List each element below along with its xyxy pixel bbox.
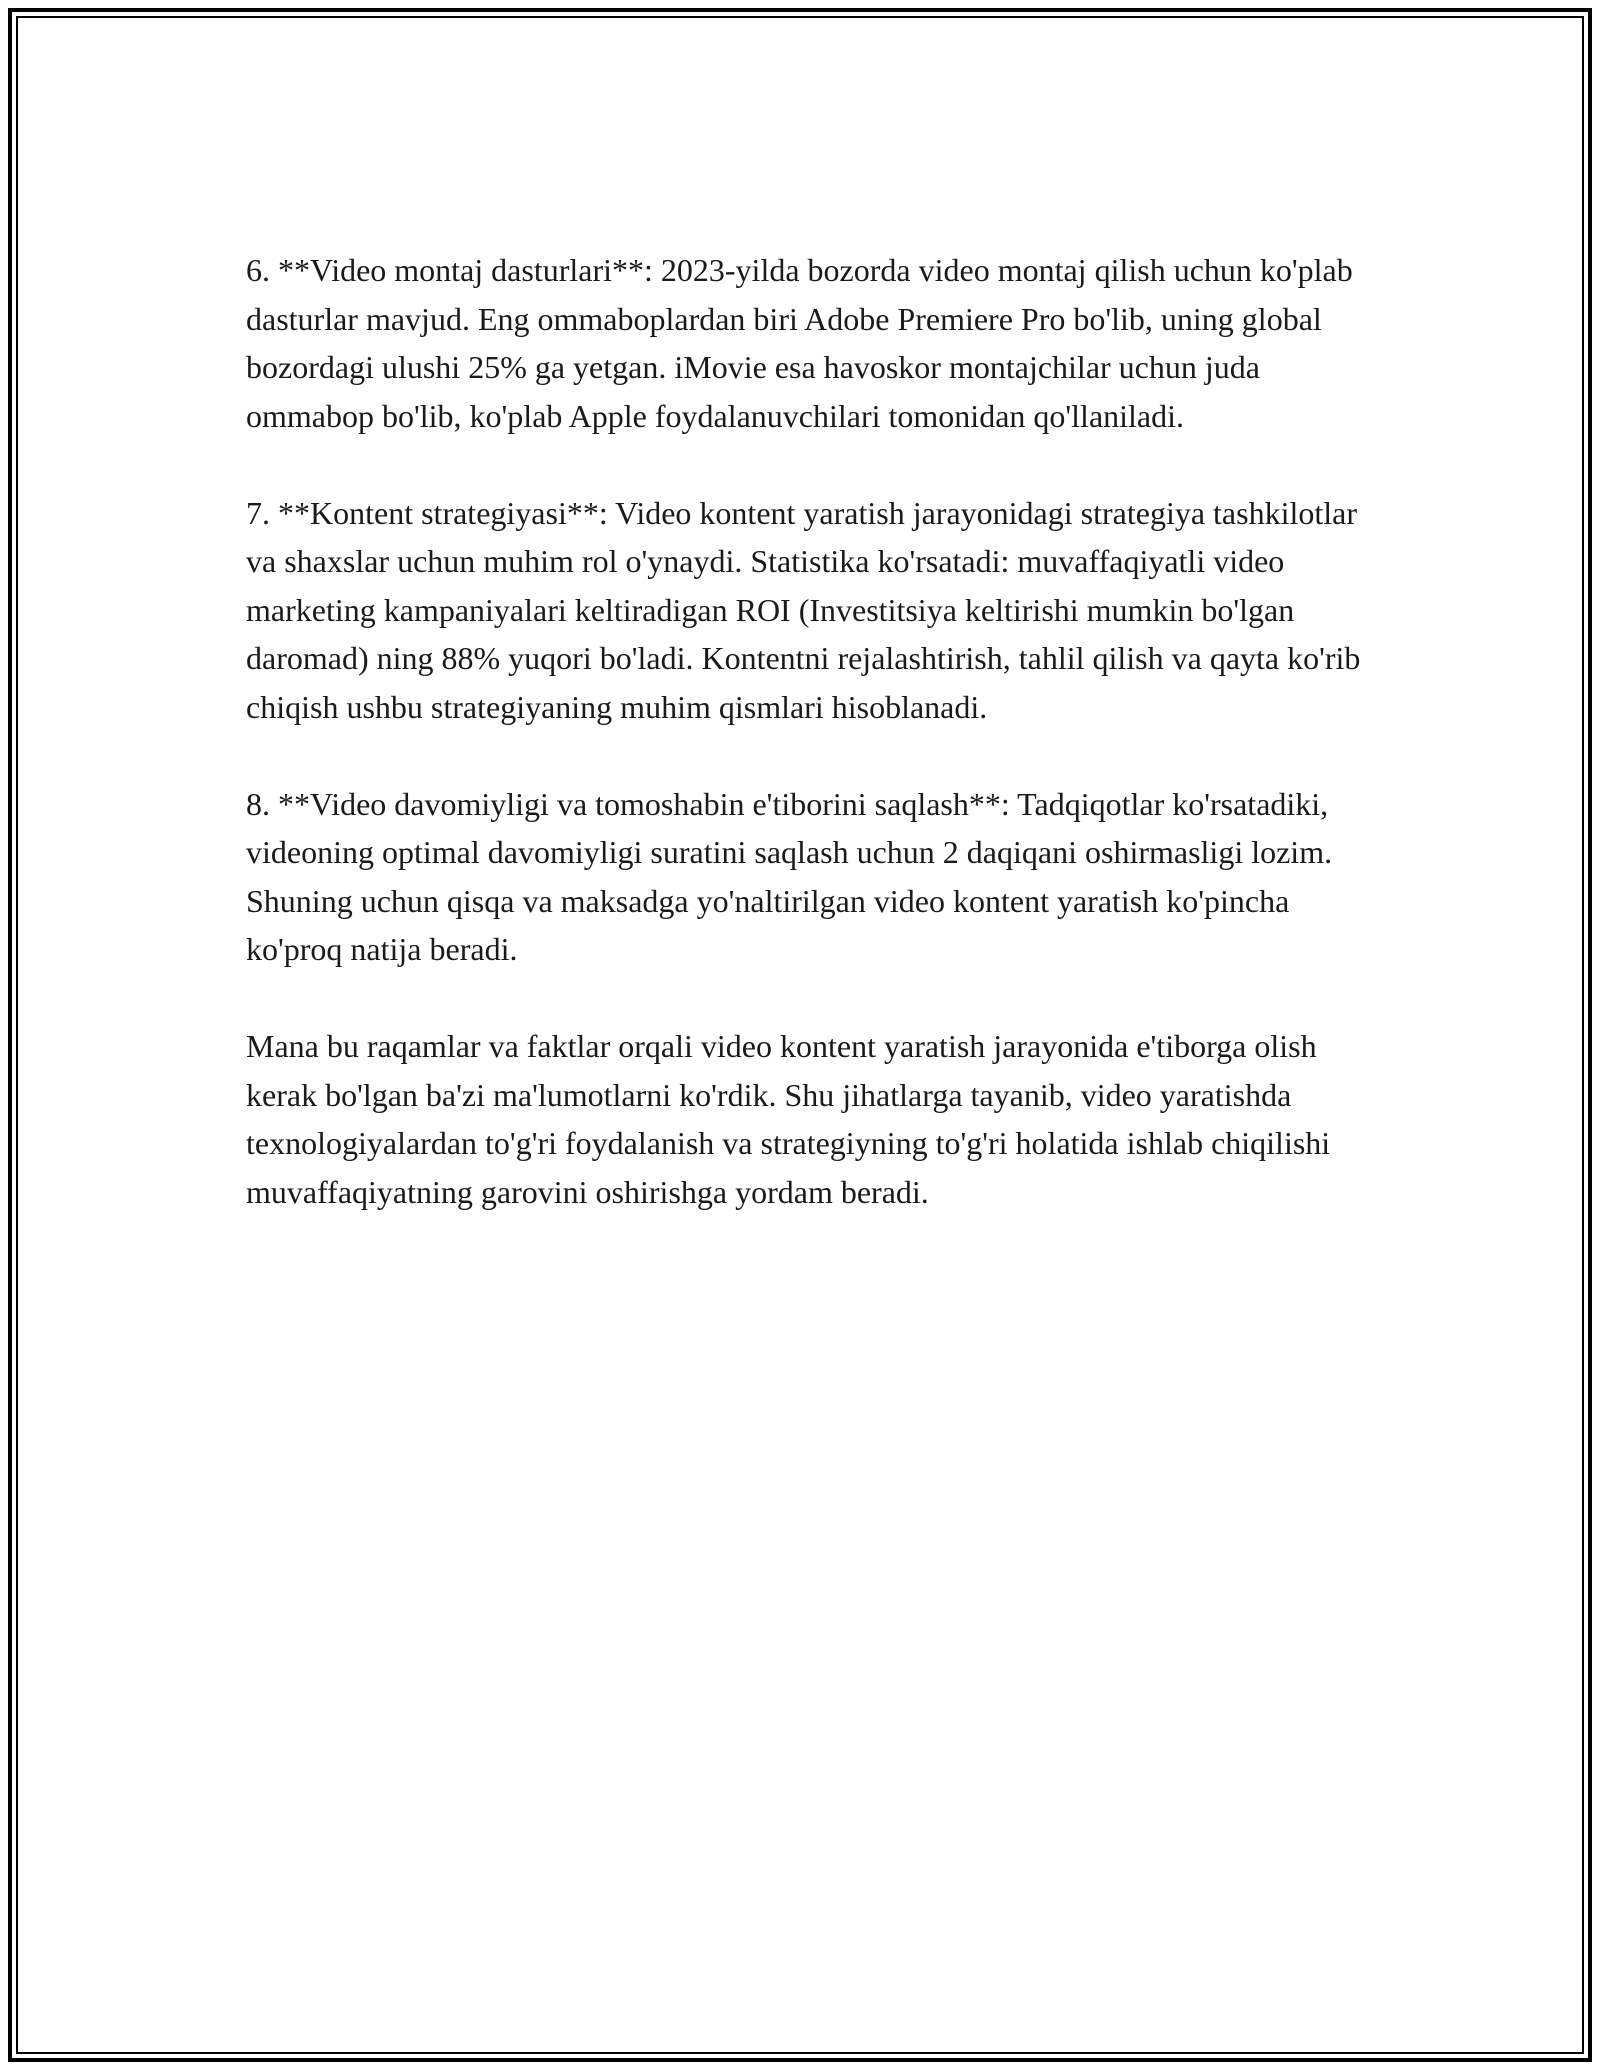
- paragraph-conclusion: Mana bu raqamlar va faktlar orqali video kontent yaratish jarayonida e'tiborga olish kerak bo'lgan ba'zi ma'lumotlarni ko'rdik. Shu jihatlarga tayanib, video yaratishda texnologiyalardan to'g'ri foydalanish va strategiyning to'g'ri holatida ishlab chiqilishi muvaffaqiyatning garovini oshirishga yordam beradi.: [246, 1028, 1331, 1210]
- document-page: [8, 8, 1592, 2062]
- paragraph-video-editing-software: 6. **Video montaj dasturlari**: 2023-yilda bozorda video montaj qilish uchun ko'plab dasturlar mavjud. Eng ommaboplardan biri Adobe Premiere Pro bo'lib, uning global bozordagi ulushi 25% ga yetgan. iMovie esa havoskor montajchilar uchun juda ommabop bo'lib, ko'plab Apple foydalanuvchilari tomonidan qo'llaniladi.: [246, 252, 1353, 434]
- paragraph-video-duration: 8. **Video davomiyligi va tomoshabin e'tiborini saqlash**: Tadqiqotlar ko'rsatadiki, videoning optimal davomiyligi suratini saqlash uchun 2 daqiqani oshirmasligi lozim. Shuning uchun qisqa va maksadga yo'naltirilgan video kontent yaratish ko'pincha ko'proq natija beradi.: [246, 785, 1333, 967]
- document-body: [246, 246, 1386, 1216]
- paragraph-content-strategy: 7. **Kontent strategiyasi**: Video kontent yaratish jarayonidagi strategiya tashkilotlar va shaxslar uchun muhim rol o'ynaydi. Statistika ko'rsatadi: muvaffaqiyatli video marketing kampaniyalari keltiradigan ROI (Investitsiya keltirishi mumkin bo'lgan daromad) ning 88% yuqori bo'ladi. Kontentni rejalashtirish, tahlil qilish va qayta ko'rib chiqish ushbu strategiyaning muhim qismlari hisoblanadi.: [246, 494, 1361, 725]
